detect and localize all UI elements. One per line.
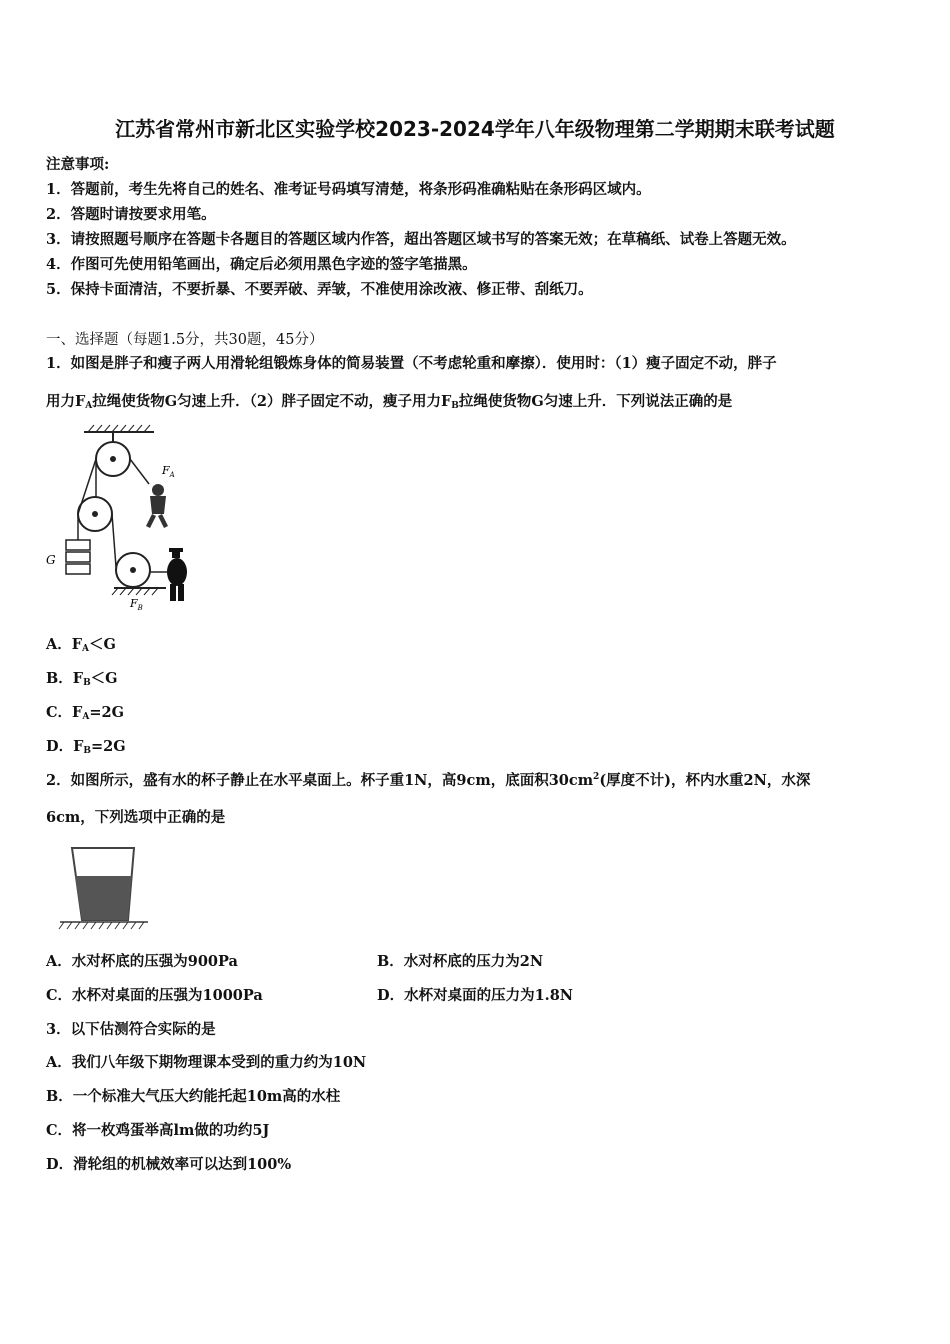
water-fill — [75, 876, 132, 920]
notice-item: 5．保持卡面清洁，不要折暴、不要弄破、弄皱，不准使用涂改液、修正带、刮纸刀。 — [46, 281, 593, 298]
q1-option-b: B．$F_B<G$ — [46, 670, 118, 688]
q1-stem-line1: 1．如图是胖子和瘦子两人用滑轮组锻炼身体的简易装置（不考虑轮重和摩擦）．使用时：（1）瘦子固定不动，胖子 — [46, 355, 777, 372]
page-title: 江苏省常州市新北区实验学校2023-2024学年八年级物理第二学期期末联考试题 — [115, 117, 835, 141]
q1-stem-line2: 用力$F_A$拉绳使货物G匀速上升．（2）胖子固定不动，瘦子用力$F_B$拉绳使货物G匀速上升．下列说法正确的是 — [46, 393, 733, 411]
q3-option-a: A．我们八年级下期物理课本受到的重力约为10N — [46, 1054, 367, 1071]
q3-option-c: C．将一枚鸡蛋举高lm做的功约5J — [46, 1122, 270, 1139]
q2-option-c: C．水杯对桌面的压强为1000Pa — [46, 987, 263, 1004]
fat-person-icon — [167, 548, 187, 601]
figure-label-fb: $F_B$ — [130, 597, 143, 612]
q3-option-d: D．滑轮组的机械效率可以达到100% — [46, 1156, 292, 1173]
q2-option-b: B．水对杯底的压力为2N — [377, 953, 544, 970]
q2-option-d: D．水杯对桌面的压力为1.8N — [377, 987, 574, 1004]
thin-person-icon — [146, 484, 168, 528]
q1-option-c: C．$F_A=2G$ — [46, 704, 124, 722]
q1-option-d: D．$F_B=2G$ — [46, 738, 126, 756]
q1-option-a: A．$F_A<G$ — [46, 636, 116, 654]
section-heading: 一、选择题（每题1.5分，共30题，45分） — [46, 332, 324, 348]
q2-stem-line1: 2．如图所示，盛有水的杯子静止在水平桌面上。杯子重1N，高9cm，底面积$30cm^2$(厚度不计)，杯内水重2N，水深 — [46, 772, 811, 789]
notice-heading: 注意事项: — [46, 156, 110, 173]
figure-label-g: G — [46, 553, 56, 567]
q2-stem-line2: 6cm，下列选项中正确的是 — [46, 809, 226, 826]
pulley-figure — [44, 422, 214, 617]
notice-item: 2．答题时请按要求用笔。 — [46, 206, 216, 223]
cup-figure — [58, 840, 154, 935]
q2-option-a: A．水对杯底的压强为900Pa — [46, 953, 238, 970]
notice-item: 4．作图可先使用铅笔画出，确定后必须用黑色字迹的签字笔描黑。 — [46, 256, 477, 273]
figure-label-fa: $F_A$ — [162, 464, 175, 479]
notice-item: 1．答题前，考生先将自己的姓名、准考证号码填写清楚，将条形码准确粘贴在条形码区域内。 — [46, 181, 651, 198]
q3-stem: 3．以下估测符合实际的是 — [46, 1021, 216, 1038]
notice-item: 3．请按照题号顺序在答题卡各题目的答题区域内作答，超出答题区域书写的答案无效；在草稿纸、试卷上答题无效。 — [46, 231, 796, 248]
q3-option-b: B．一个标准大气压大约能托起10m高的水柱 — [46, 1088, 341, 1105]
